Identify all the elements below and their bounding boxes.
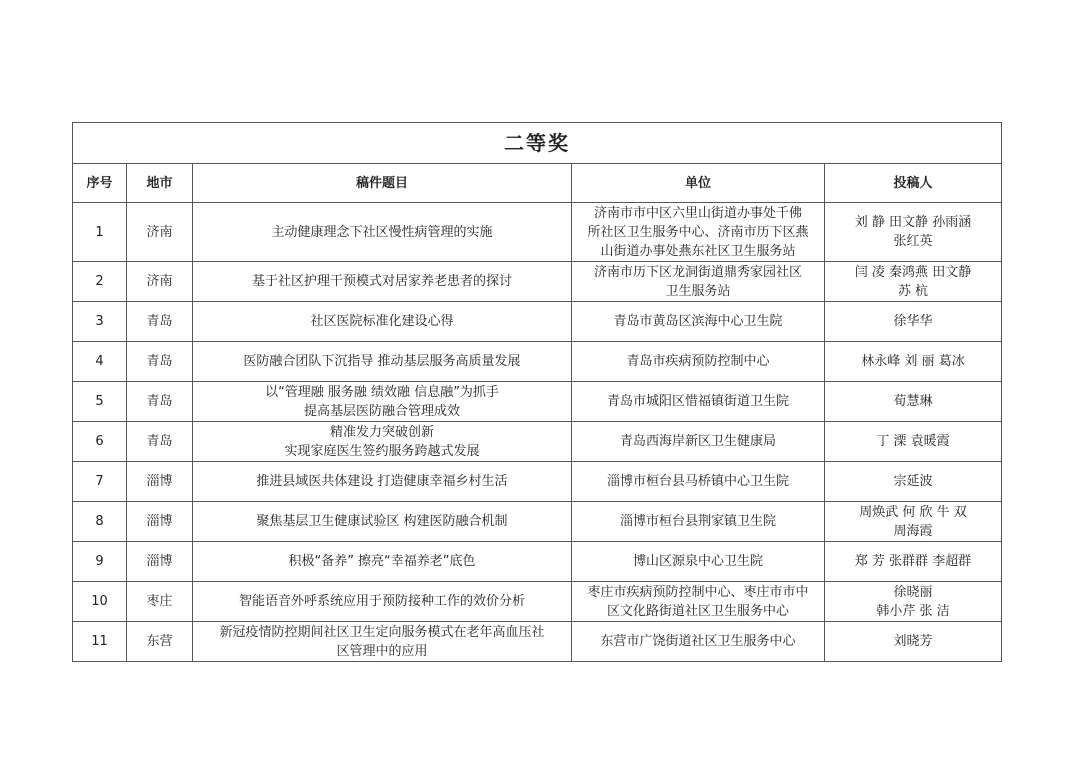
cell-unit: 青岛市城阳区惜福镇街道卫生院 [572, 382, 825, 422]
cell-index: 11 [73, 622, 127, 662]
cell-unit: 淄博市桓台县荆家镇卫生院 [572, 502, 825, 542]
table-row [73, 203, 1002, 262]
cell-index: 5 [73, 382, 127, 422]
cell-topic: 推进县域医共体建设 打造健康幸福乡村生活 [193, 462, 572, 502]
cell-topic: 主动健康理念下社区慢性病管理的实施 [193, 203, 572, 262]
cell-city: 青岛 [127, 302, 193, 342]
cell-index: 3 [73, 302, 127, 342]
table-row [73, 542, 1002, 582]
cell-author: 闫 凌 秦鸿燕 田文静 苏 杭 [825, 262, 1002, 302]
cell-topic: 医防融合团队下沉指导 推动基层服务高质量发展 [193, 342, 572, 382]
header-topic: 稿件题目 [193, 164, 572, 203]
cell-city: 淄博 [127, 462, 193, 502]
cell-unit: 博山区源泉中心卫生院 [572, 542, 825, 582]
header-author: 投稿人 [825, 164, 1002, 203]
table-row [73, 622, 1002, 662]
cell-city: 枣庄 [127, 582, 193, 622]
cell-city: 青岛 [127, 342, 193, 382]
cell-topic: 以“管理融 服务融 绩效融 信息融”为抓手 提高基层医防融合管理成效 [193, 382, 572, 422]
cell-index: 4 [73, 342, 127, 382]
cell-index: 1 [73, 203, 127, 262]
cell-topic: 聚焦基层卫生健康试验区 构建医防融合机制 [193, 502, 572, 542]
header-index: 序号 [73, 164, 127, 203]
cell-unit: 东营市广饶街道社区卫生服务中心 [572, 622, 825, 662]
cell-author: 丁 溧 袁暖霞 [825, 422, 1002, 462]
table-row [73, 502, 1002, 542]
cell-city: 东营 [127, 622, 193, 662]
table-row [73, 342, 1002, 382]
cell-author: 刘 静 田文静 孙雨涵 张红英 [825, 203, 1002, 262]
cell-unit: 青岛市疾病预防控制中心 [572, 342, 825, 382]
cell-index: 10 [73, 582, 127, 622]
cell-index: 2 [73, 262, 127, 302]
cell-topic: 精准发力突破创新 实现家庭医生签约服务跨越式发展 [193, 422, 572, 462]
cell-topic: 基于社区护理干预模式对居家养老患者的探讨 [193, 262, 572, 302]
cell-topic: 智能语音外呼系统应用于预防接种工作的效价分析 [193, 582, 572, 622]
cell-author: 郑 芳 张群群 李超群 [825, 542, 1002, 582]
cell-author: 荀慧琳 [825, 382, 1002, 422]
award-table [72, 122, 1002, 662]
cell-city: 青岛 [127, 422, 193, 462]
cell-city: 淄博 [127, 542, 193, 582]
cell-index: 8 [73, 502, 127, 542]
cell-author: 林永峰 刘 丽 葛冰 [825, 342, 1002, 382]
cell-author: 周焕武 何 欣 牛 双 周海霞 [825, 502, 1002, 542]
table-row [73, 302, 1002, 342]
cell-topic: 积极“备养” 擦亮“幸福养老”底色 [193, 542, 572, 582]
cell-author: 刘晓芳 [825, 622, 1002, 662]
table-row [73, 422, 1002, 462]
cell-unit: 青岛西海岸新区卫生健康局 [572, 422, 825, 462]
table-row [73, 382, 1002, 422]
cell-author: 徐晓丽 韩小芹 张 洁 [825, 582, 1002, 622]
cell-unit: 枣庄市疾病预防控制中心、枣庄市市中 区文化路街道社区卫生服务中心 [572, 582, 825, 622]
cell-author: 宗延波 [825, 462, 1002, 502]
header-city: 地市 [127, 164, 193, 203]
cell-unit: 济南市市中区六里山街道办事处千佛 所社区卫生服务中心、济南市历下区燕 山街道办事处燕东社区卫生服务站 [572, 203, 825, 262]
table-row [73, 462, 1002, 502]
cell-city: 济南 [127, 262, 193, 302]
cell-index: 9 [73, 542, 127, 582]
cell-city: 青岛 [127, 382, 193, 422]
cell-author: 徐华华 [825, 302, 1002, 342]
cell-index: 6 [73, 422, 127, 462]
cell-city: 淄博 [127, 502, 193, 542]
cell-topic: 新冠疫情防控期间社区卫生定向服务模式在老年高血压社 区管理中的应用 [193, 622, 572, 662]
title-row [73, 123, 1002, 164]
cell-unit: 青岛市黄岛区滨海中心卫生院 [572, 302, 825, 342]
table-row [73, 582, 1002, 622]
cell-unit: 济南市历下区龙洞街道鼎秀家园社区 卫生服务站 [572, 262, 825, 302]
cell-topic: 社区医院标准化建设心得 [193, 302, 572, 342]
cell-index: 7 [73, 462, 127, 502]
cell-unit: 淄博市桓台县马桥镇中心卫生院 [572, 462, 825, 502]
table-title: 二等奖 [73, 123, 1002, 164]
header-row [73, 164, 1002, 203]
cell-city: 济南 [127, 203, 193, 262]
header-unit: 单位 [572, 164, 825, 203]
table-row [73, 262, 1002, 302]
